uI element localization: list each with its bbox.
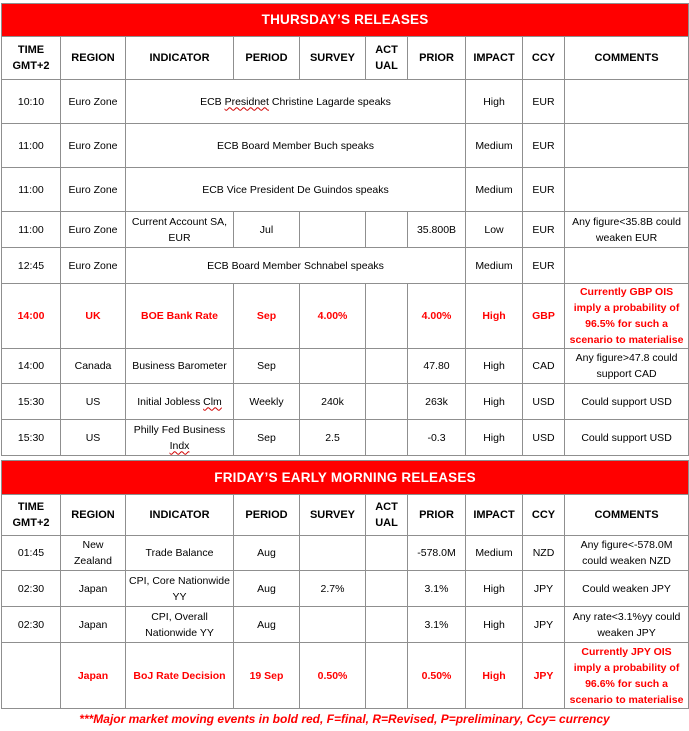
region-cell: Japan [61,643,126,709]
actual-cell [366,571,408,607]
time-cell [2,643,61,709]
prior-cell: 3.1% [408,607,466,643]
indicator-cell: Initial Jobless Clm [126,384,234,420]
region-cell: Euro Zone [61,80,126,124]
thursday-title: THURSDAY’S RELEASES [2,4,689,37]
col-region: REGION [61,37,126,80]
col-indicator: INDICATOR [126,495,234,536]
comments-cell: Could support USD [565,420,689,456]
indicator-cell: Trade Balance [126,536,234,571]
region-cell: Japan [61,571,126,607]
period-cell: Aug [234,607,300,643]
friday-releases-table [1,460,689,709]
impact-cell: High [466,349,523,384]
ccy-cell: NZD [523,536,565,571]
period-cell: Sep [234,349,300,384]
ccy-cell: EUR [523,124,565,168]
col-ccy: CCY [523,37,565,80]
survey-cell: 240k [300,384,366,420]
region-cell: Canada [61,349,126,384]
period-cell: Sep [234,420,300,456]
prior-cell: 47.80 [408,349,466,384]
time-cell: 11:00 [2,212,61,248]
survey-cell: 0.50% [300,643,366,709]
col-prior: PRIOR [408,37,466,80]
period-cell: Sep [234,284,300,349]
comments-cell: Any figure<-578.0M could weaken NZD [565,536,689,571]
indicator-cell: ECB Vice President De Guindos speaks [126,168,466,212]
impact-cell: High [466,607,523,643]
col-time: TIME GMT+2 [2,37,61,80]
spelling-mark: Presidnet [224,95,269,108]
table-row [2,571,689,607]
actual-cell [366,212,408,248]
indicator-cell: Business Barometer [126,349,234,384]
impact-cell: Medium [466,248,523,284]
survey-cell: 2.7% [300,571,366,607]
comments-cell: Could weaken JPY [565,571,689,607]
ccy-cell: USD [523,384,565,420]
actual-cell [366,536,408,571]
col-time: TIME GMT+2 [2,495,61,536]
spelling-mark: Clm [203,395,222,408]
col-actual: ACT UAL [366,37,408,80]
region-cell: Euro Zone [61,248,126,284]
period-cell: Jul [234,212,300,248]
actual-cell [366,607,408,643]
spelling-mark: Indx [169,439,190,452]
time-cell: 02:30 [2,607,61,643]
survey-cell [300,536,366,571]
comments-cell: Currently JPY OIS imply a probability of 96.6% for such a scenario to materialise [565,643,689,709]
period-cell: Aug [234,571,300,607]
time-cell: 02:30 [2,571,61,607]
impact-cell: High [466,571,523,607]
time-cell: 11:00 [2,124,61,168]
period-cell: Aug [234,536,300,571]
col-comments: COMMENTS [565,37,689,80]
time-cell: 15:30 [2,384,61,420]
ccy-cell: EUR [523,248,565,284]
ccy-cell: EUR [523,168,565,212]
comments-cell: Any figure<35.8B could weaken EUR [565,212,689,248]
impact-cell: High [466,384,523,420]
header-row [2,495,689,536]
table-row [2,607,689,643]
thursday-releases-table [1,3,689,456]
col-prior: PRIOR [408,495,466,536]
indicator-cell: Philly Fed Business Indx [126,420,234,456]
ccy-cell: EUR [523,212,565,248]
indicator-cell: CPI, Overall Nationwide YY [126,607,234,643]
actual-cell [366,643,408,709]
friday-title: FRIDAY’S EARLY MORNING RELEASES [2,461,689,495]
ccy-cell: JPY [523,643,565,709]
impact-cell: High [466,80,523,124]
friday-banner [2,461,689,495]
header-row [2,37,689,80]
table-row [2,168,689,212]
indicator-cell: BoJ Rate Decision [126,643,234,709]
col-period: PERIOD [234,37,300,80]
prior-cell: 35.800B [408,212,466,248]
period-cell: 19 Sep [234,643,300,709]
actual-cell [366,420,408,456]
prior-cell: 0.50% [408,643,466,709]
prior-cell: 4.00% [408,284,466,349]
table-row [2,384,689,420]
time-cell: 10:10 [2,80,61,124]
prior-cell: 263k [408,384,466,420]
table-row-highlight [2,284,689,349]
region-cell: Euro Zone [61,212,126,248]
time-cell: 11:00 [2,168,61,212]
ccy-cell: GBP [523,284,565,349]
time-cell: 12:45 [2,248,61,284]
ccy-cell: EUR [523,80,565,124]
prior-cell: -0.3 [408,420,466,456]
footnote: ***Major market moving events in bold red, F=final, R=Revised, P=preliminary, Ccy= currency [79,712,610,726]
impact-cell: Medium [466,536,523,571]
region-cell: New Zealand [61,536,126,571]
table-row [2,349,689,384]
table-row [2,124,689,168]
indicator-cell: ECB Board Member Buch speaks [126,124,466,168]
impact-cell: Medium [466,168,523,212]
indicator-cell: BOE Bank Rate [126,284,234,349]
indicator-cell: ECB Presidnet Christine Lagarde speaks [126,80,466,124]
time-cell: 15:30 [2,420,61,456]
impact-cell: Medium [466,124,523,168]
col-comments: COMMENTS [565,495,689,536]
comments-cell: Any rate<3.1%yy could weaken JPY [565,607,689,643]
survey-cell: 2.5 [300,420,366,456]
indicator-cell: ECB Board Member Schnabel speaks [126,248,466,284]
actual-cell [366,284,408,349]
col-impact: IMPACT [466,495,523,536]
col-ccy: CCY [523,495,565,536]
ccy-cell: JPY [523,571,565,607]
survey-cell [300,607,366,643]
actual-cell [366,384,408,420]
region-cell: Euro Zone [61,168,126,212]
comments-cell [565,248,689,284]
col-actual: ACT UAL [366,495,408,536]
comments-cell [565,80,689,124]
table-row-highlight [2,643,689,709]
survey-cell: 4.00% [300,284,366,349]
prior-cell: 3.1% [408,571,466,607]
impact-cell: High [466,284,523,349]
region-cell: US [61,420,126,456]
ccy-cell: CAD [523,349,565,384]
comments-cell: Any figure>47.8 could support CAD [565,349,689,384]
comments-cell: Currently GBP OIS imply a probability of 96.5% for such a scenario to materialise [565,284,689,349]
ccy-cell: USD [523,420,565,456]
impact-cell: High [466,420,523,456]
indicator-cell: Current Account SA, EUR [126,212,234,248]
time-cell: 14:00 [2,284,61,349]
col-region: REGION [61,495,126,536]
col-impact: IMPACT [466,37,523,80]
table-row [2,420,689,456]
col-indicator: INDICATOR [126,37,234,80]
comments-cell [565,168,689,212]
actual-cell [366,349,408,384]
comments-cell [565,124,689,168]
ccy-cell: JPY [523,607,565,643]
region-cell: US [61,384,126,420]
survey-cell [300,349,366,384]
survey-cell [300,212,366,248]
time-cell: 14:00 [2,349,61,384]
thursday-banner [2,4,689,37]
col-survey: SURVEY [300,37,366,80]
period-cell: Weekly [234,384,300,420]
col-survey: SURVEY [300,495,366,536]
region-cell: Euro Zone [61,124,126,168]
indicator-cell: CPI, Core Nationwide YY [126,571,234,607]
region-cell: Japan [61,607,126,643]
comments-cell: Could support USD [565,384,689,420]
table-row [2,536,689,571]
time-cell: 01:45 [2,536,61,571]
col-period: PERIOD [234,495,300,536]
impact-cell: Low [466,212,523,248]
region-cell: UK [61,284,126,349]
table-row [2,80,689,124]
table-row [2,212,689,248]
impact-cell: High [466,643,523,709]
table-row [2,248,689,284]
prior-cell: -578.0M [408,536,466,571]
